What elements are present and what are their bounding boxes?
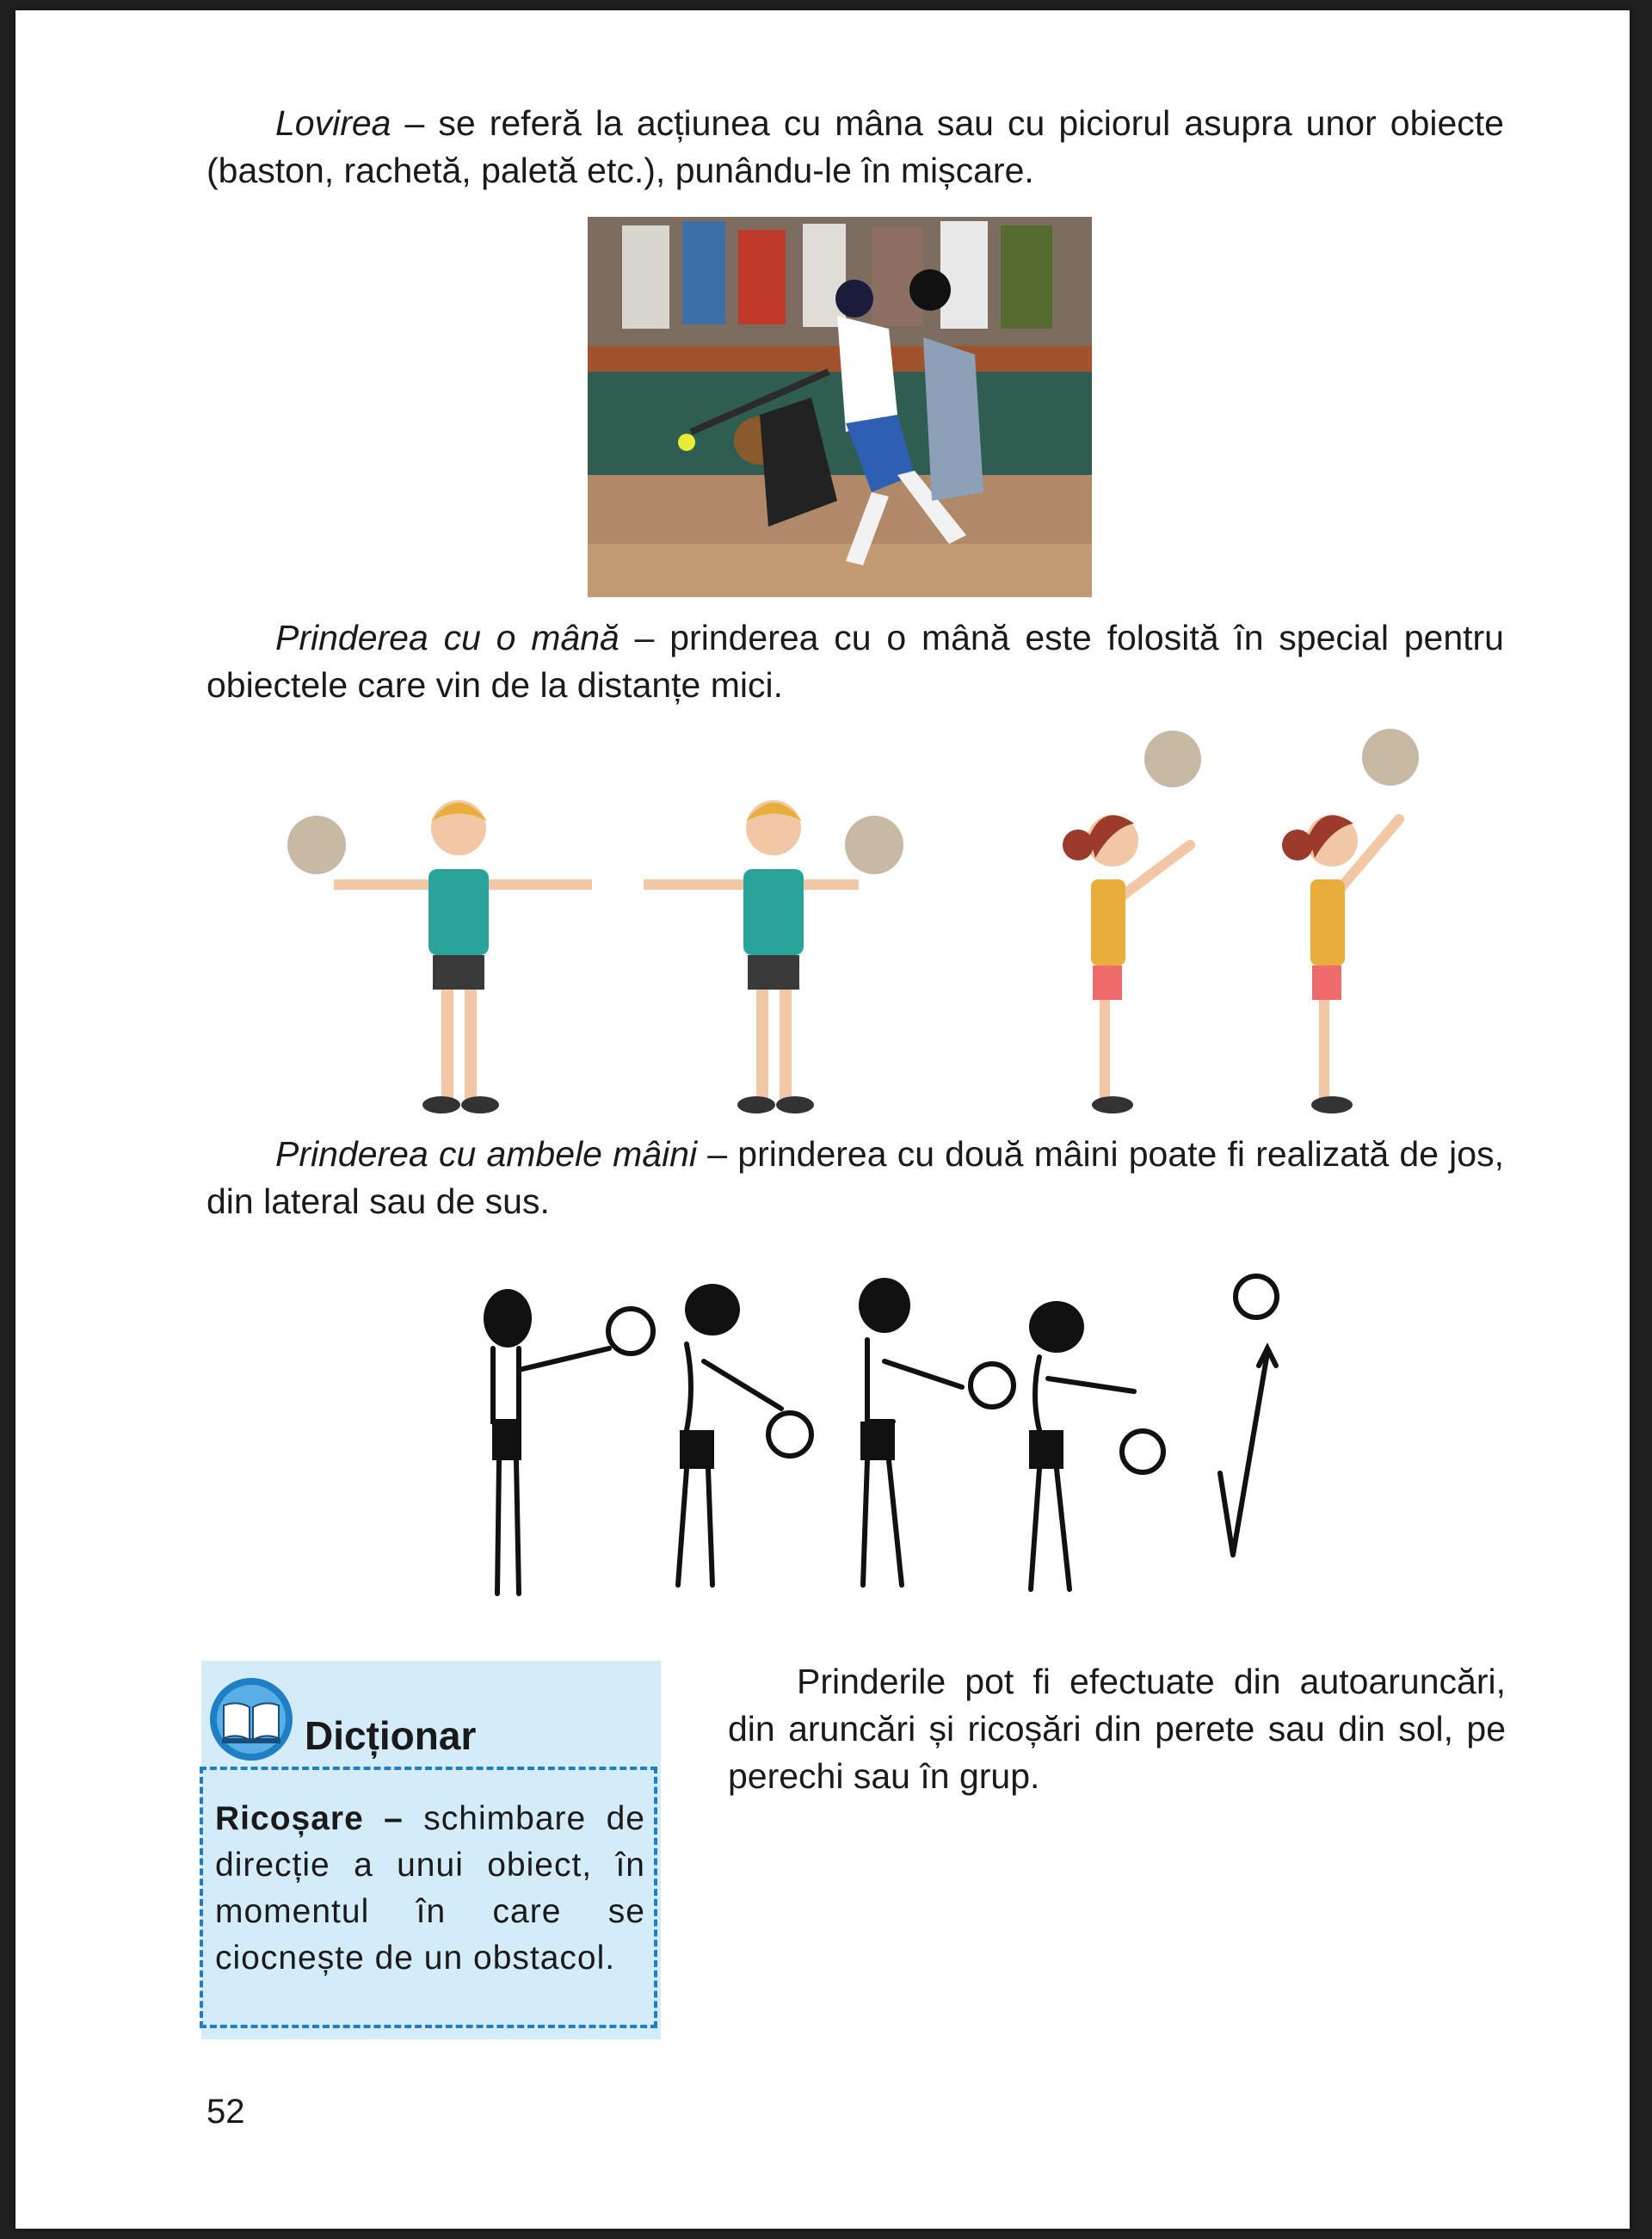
dictionary-term: Ricoșare – [215, 1800, 404, 1837]
term-prinderea-ambele-maini: Prinderea cu ambele mâini [275, 1134, 698, 1174]
book-icon [208, 1676, 294, 1762]
page-number: 52 [206, 2093, 245, 2131]
girl-figure [1063, 731, 1201, 1113]
term-prinderea-o-mana: Prinderea cu o mână [275, 618, 620, 657]
text-lovirea: – se referă la acțiunea cu mâna sau cu piciorul asupra unor obiecte (baston, rachetă, paletă etc.), punându-le în mișcare. [206, 103, 1504, 190]
dictionary-definition-text: schimbare de direcție a unui obiect, în momentul în care se ciocnește de un obstacol. [215, 1800, 645, 1977]
dictionary-box [201, 1661, 661, 2039]
catch-from-above-figure [484, 1289, 653, 1594]
dictionary-definition [200, 1767, 657, 2028]
term-lovirea: Lovirea [275, 103, 391, 143]
baseball-batter-photo [588, 217, 1092, 597]
catch-bounce-figure [1029, 1276, 1277, 1589]
paragraph-prinderea-o-mana [206, 614, 1504, 709]
two-hand-catch-illustration [454, 1258, 1315, 1619]
girl-figure [1282, 729, 1419, 1113]
one-hand-catch-illustration [265, 716, 1452, 1129]
boy-figure [644, 800, 903, 1113]
text-prinderea-ambele-maini: – prinderea cu două mâini poate fi realizată de jos, din lateral sau de sus. [206, 1134, 1504, 1221]
textbook-page [15, 10, 1630, 2229]
catch-side-figure [859, 1278, 1014, 1585]
catch-from-below-figure [678, 1284, 811, 1585]
text-prinderea-o-mana: – prinderea cu o mână este folosită în special pentru obiectele care vin de la distanțe mici. [206, 618, 1504, 705]
paragraph-prinderea-ambele-maini [206, 1131, 1504, 1225]
text-prinderile: Prinderile pot fi efectuate din autoaruncări, din aruncări și ricoșări din perete sau din sol, pe perechi sau în grup. [728, 1662, 1506, 1796]
boy-figure [287, 800, 592, 1113]
paragraph-lovirea [206, 100, 1504, 194]
dictionary-title: Dicționar [305, 1713, 477, 1758]
paragraph-prinderile [728, 1658, 1506, 1800]
